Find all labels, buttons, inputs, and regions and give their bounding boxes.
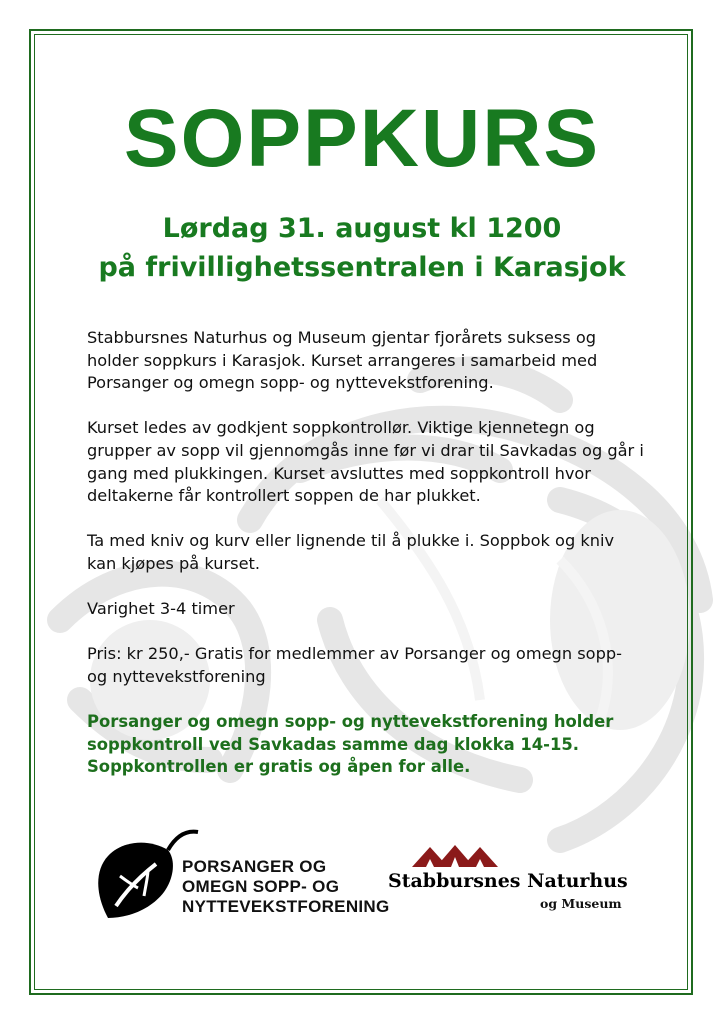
- date-line: Lørdag 31. august kl 1200: [162, 213, 562, 244]
- stabbursnes-logo-title: Stabbursnes Naturhus: [388, 870, 628, 892]
- porsanger-logo-text: [182, 857, 392, 917]
- price-paragraph: Pris: kr 250,- Gratis for medlemmer av Porsanger og omegn sopp- og nyttevekstforening: [87, 644, 622, 686]
- location-line: på frivillighetssentralen i Karasjok: [98, 252, 626, 283]
- stabbursnes-logo-subtitle: og Museum: [540, 896, 622, 911]
- logo-line-1: PORSANGER OG: [182, 857, 327, 876]
- intro-paragraph: Stabbursnes Naturhus og Museum gjentar fjorårets suksess og holder soppkurs i Karasjok. Kurset arrangeres i samarbeid med Porsanger og omegn sopp- og nyttevekstforening.: [87, 328, 598, 393]
- course-paragraph: Kurset ledes av godkjent soppkontrollør. Viktige kjennetegn og grupper av sopp vil gjennomgås inne før vi drar til Savkadas og går i gang med plukkingen. Kurset avsluttes med soppkontroll hvor deltakerne får kontrollert soppen de har plukket.: [87, 418, 644, 506]
- mushroom-control-notice: Porsanger og omegn sopp- og nyttevekstforening holder soppkontroll ved Savkadas samme dag klokka 14-15. Soppkontrollen er gratis og åpen for alle.: [87, 712, 614, 777]
- logo-line-3: NYTTEVEKSTFORENING: [182, 897, 390, 916]
- roof-icon: [412, 843, 498, 869]
- poster-body: [87, 327, 647, 801]
- poster-title: SOPPKURS: [123, 93, 601, 184]
- bring-paragraph: Ta med kniv og kurv eller lignende til å plukke i. Soppbok og kniv kan kjøpes på kurset.: [87, 531, 615, 573]
- duration-paragraph: Varighet 3-4 timer: [87, 599, 235, 619]
- logo-line-2: OMEGN SOPP- OG: [182, 877, 340, 896]
